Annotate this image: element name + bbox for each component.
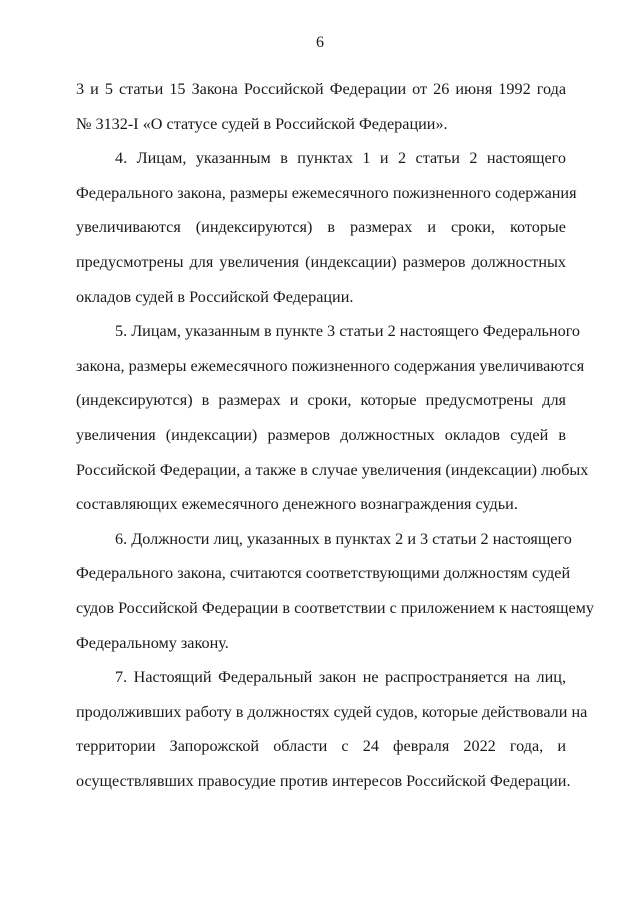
paragraph-line: 3 и 5 статьи 15 Закона Российской Федерации от 26 июня 1992 года — [76, 80, 566, 98]
paragraph-line: составляющих ежемесячного денежного вознаграждения судьи. — [76, 495, 518, 514]
paragraph-line: осуществлявших правосудие против интересов Российской Федерации. — [76, 771, 571, 790]
paragraph-line: предусмотрены для увеличения (индексации) размеров должностных — [76, 252, 566, 271]
paragraph-line: (индексируются) в размерах и сроки, которые предусмотрены для — [76, 391, 566, 410]
paragraph-first-line: 4. Лицам, указанным в пунктах 1 и 2 статьи 2 настоящего — [115, 149, 566, 168]
paragraph-line: увеличения (индексации) размеров должностных окладов судей в — [76, 425, 566, 444]
paragraph-line: Российской Федерации, а также в случае увеличения (индексации) любых — [76, 460, 589, 479]
paragraph-first-line: 6. Должности лиц, указанных в пунктах 2 и 3 статьи 2 настоящего — [115, 529, 572, 548]
paragraph-line: увеличиваются (индексируются) в размерах и сроки, которые — [76, 218, 566, 237]
document-body — [76, 79, 594, 805]
paragraph-line: Федерального закона, размеры ежемесячного пожизненного содержания — [76, 183, 577, 202]
paragraph-line: Федеральному закону. — [76, 633, 229, 652]
paragraph-line: судов Российской Федерации в соответствии с приложением к настоящему — [76, 598, 594, 617]
paragraph-line: территории Запорожской области с 24 февраля 2022 года, и — [76, 737, 566, 756]
paragraph-line: окладов судей в Российской Федерации. — [76, 287, 354, 306]
paragraph-line: Федерального закона, считаются соответствующими должностям судей — [76, 564, 571, 583]
paragraph-first-line: 7. Настоящий Федеральный закон не распространяется на лиц, — [115, 668, 566, 687]
paragraph-first-line: 5. Лицам, указанным в пункте 3 статьи 2 настоящего Федерального — [115, 322, 581, 341]
paragraph-line: № 3132-I «О статусе судей в Российской Федерации». — [76, 114, 448, 133]
page-number: 6 — [316, 34, 324, 51]
paragraph-line: продолживших работу в должностях судей судов, которые действовали на — [76, 702, 588, 721]
paragraph-line: закона, размеры ежемесячного пожизненного содержания увеличиваются — [76, 356, 585, 375]
